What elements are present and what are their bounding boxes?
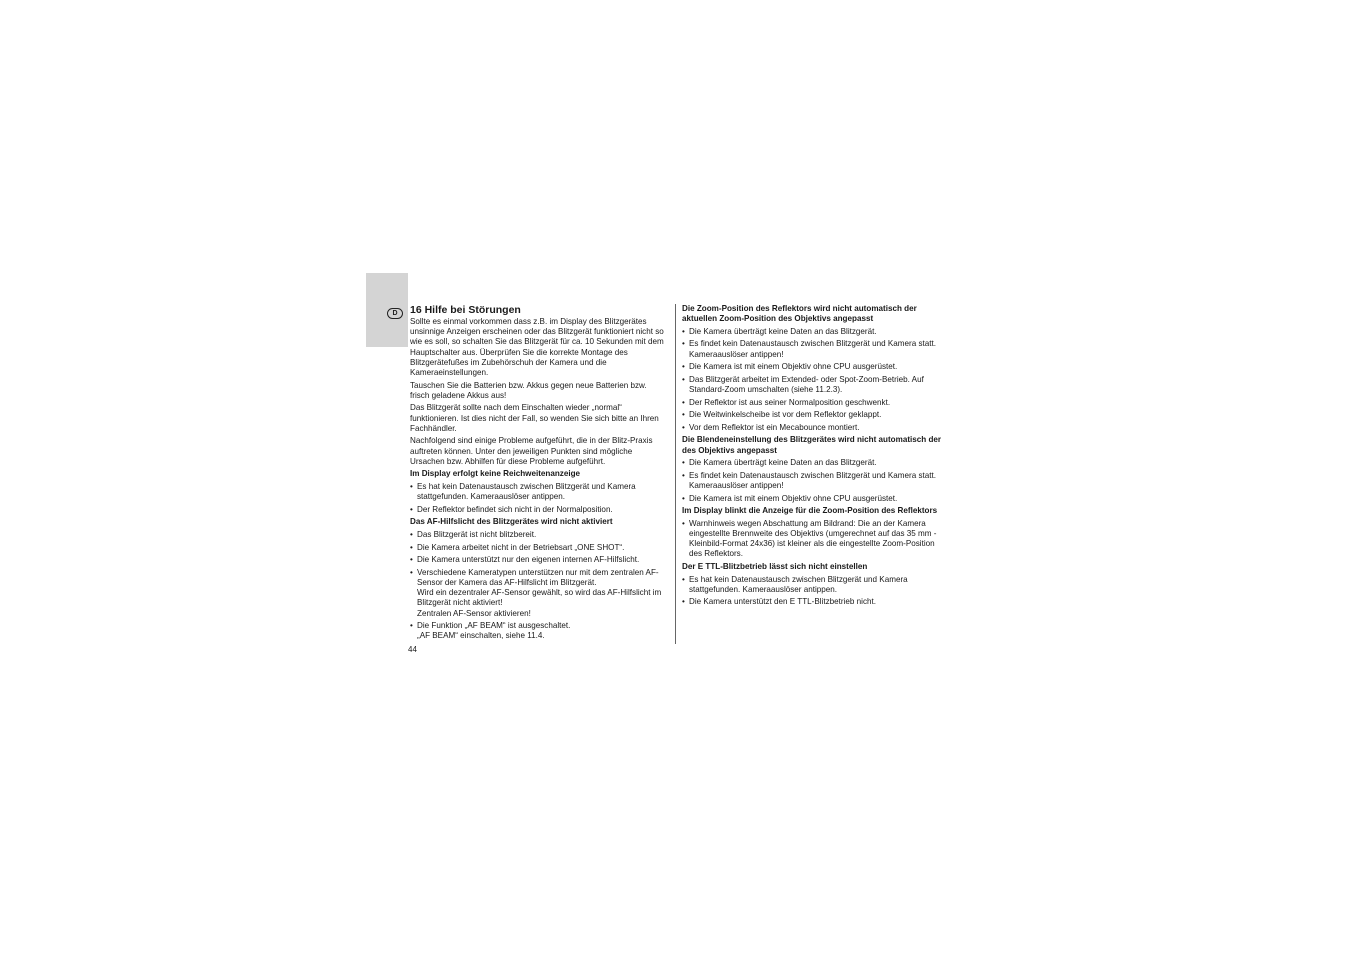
list-item: • Das Blitzgerät ist nicht blitzbereit.: [410, 530, 668, 540]
problem-heading: Die Blendeneinstellung des Blitzgerätes wird nicht automatisch der des Objektivs angepasst: [682, 435, 942, 455]
list-item: • Das Blitzgerät arbeitet im Extended- oder Spot-Zoom-Betrieb. Auf Standard-Zoom umschalten (siehe 11.2.3).: [682, 375, 944, 395]
cause-list: [682, 575, 944, 608]
intro-paragraph-3: Das Blitzgerät sollte nach dem Einschalten wieder „normal“ funktionieren. Ist dies nicht der Fall, so wenden Sie sich bitte an Ihren Fachhändler.: [410, 403, 659, 433]
section-title: 16 Hilfe bei Störungen: [410, 304, 521, 316]
intro-paragraph-2: Tauschen Sie die Batterien bzw. Akkus gegen neue Batterien bzw. frisch geladene Akkus aus!: [410, 380, 647, 400]
cause-list: [682, 458, 944, 504]
list-item: • Vor dem Reflektor ist ein Mecabounce montiert.: [682, 423, 944, 433]
list-item: • Verschiedene Kameratypen unterstützen nur mit dem zentralen AF-Sensor der Kamera das AF-Hilfslicht im Blitzgerät. Wird ein dezentraler AF-Sensor gewählt, so wird das AF-Hilfslicht im Blitzgerät nicht aktiviert! Zentralen AF-Sensor aktivieren!: [410, 568, 668, 619]
list-item: • Der Reflektor ist aus seiner Normalposition geschwenkt.: [682, 398, 944, 408]
problem-heading: Die Zoom-Position des Reflektors wird nicht automatisch der aktuellen Zoom-Position des Objektivs angepasst: [682, 304, 917, 324]
language-badge: D: [387, 308, 403, 319]
list-item: • Die Weitwinkelscheibe ist vor dem Reflektor geklappt.: [682, 410, 944, 420]
list-item: • Die Kamera überträgt keine Daten an das Blitzgerät.: [682, 327, 944, 337]
list-item: • Es findet kein Datenaustausch zwischen Blitzgerät und Kamera statt. Kameraauslöser antippen!: [682, 471, 944, 491]
intro-paragraph-4: Nachfolgend sind einige Probleme aufgeführt, die in der Blitz-Praxis auftreten können. Unter den jeweiligen Punkten sind mögliche Ursachen bzw. Abhilfen für diese Probleme aufgeführt.: [410, 436, 653, 466]
language-tab: [366, 273, 408, 347]
list-item: • Die Kamera unterstützt den E TTL-Blitzbetrieb nicht.: [682, 597, 944, 607]
right-column: [682, 304, 944, 610]
problem-heading: Das AF-Hilfslicht des Blitzgerätes wird nicht aktiviert: [410, 517, 613, 527]
list-item: • Warnhinweis wegen Abschattung am Bildrand: Die an der Kamera eingestellte Brennweite des Objektivs (umgerechnet auf das 35 mm - Kleinbild-Format 24x36) ist kleiner als die eingestellte Zoom-Position des Reflektors.: [682, 519, 944, 560]
left-column: [410, 304, 668, 644]
list-item: • Die Kamera ist mit einem Objektiv ohne CPU ausgerüstet.: [682, 362, 944, 372]
list-item: • Die Funktion „AF BEAM“ ist ausgeschaltet. „AF BEAM“ einschalten, siehe 11.4.: [410, 621, 668, 641]
list-item: • Der Reflektor befindet sich nicht in der Normalposition.: [410, 505, 668, 515]
list-item: • Die Kamera überträgt keine Daten an das Blitzgerät.: [682, 458, 944, 468]
list-item: • Es hat kein Datenaustausch zwischen Blitzgerät und Kamera stattgefunden. Kameraauslöser antippen.: [682, 575, 944, 595]
list-item: • Es hat kein Datenaustausch zwischen Blitzgerät und Kamera stattgefunden. Kameraauslöser antippen.: [410, 482, 668, 502]
list-item: • Die Kamera unterstützt nur den eigenen internen AF-Hilfslicht.: [410, 555, 668, 565]
list-item: • Die Kamera arbeitet nicht in der Betriebsart „ONE SHOT“.: [410, 543, 668, 553]
cause-list: [682, 327, 944, 433]
cause-list: [410, 482, 668, 515]
cause-list: [682, 519, 944, 560]
problem-heading: Im Display erfolgt keine Reichweitenanzeige: [410, 469, 581, 479]
list-item: • Die Kamera ist mit einem Objektiv ohne CPU ausgerüstet.: [682, 494, 944, 504]
cause-list: [410, 530, 668, 642]
page-number: 44: [408, 645, 417, 654]
intro-paragraph-1: Sollte es einmal vorkommen dass z.B. im Display des Blitzgerätes unsinnige Anzeigen erscheinen oder das Blitzgerät funktioniert nicht so wie es soll, so schalten Sie das Blitzgerät für ca. 10 Sekunden mit dem Hauptschalter aus. Überprüfen Sie die korrekte Montage des Blitzgerätefußes im Zubehörschuh der Kamera und die Kameraeinstellungen.: [410, 317, 664, 378]
column-divider: [675, 304, 676, 644]
problem-heading: Im Display blinkt die Anzeige für die Zoom-Position des Reflektors: [682, 506, 938, 516]
list-item: • Es findet kein Datenaustausch zwischen Blitzgerät und Kamera statt. Kameraauslöser antippen!: [682, 339, 944, 359]
problem-heading: Der E TTL-Blitzbetrieb lässt sich nicht einstellen: [682, 561, 868, 571]
